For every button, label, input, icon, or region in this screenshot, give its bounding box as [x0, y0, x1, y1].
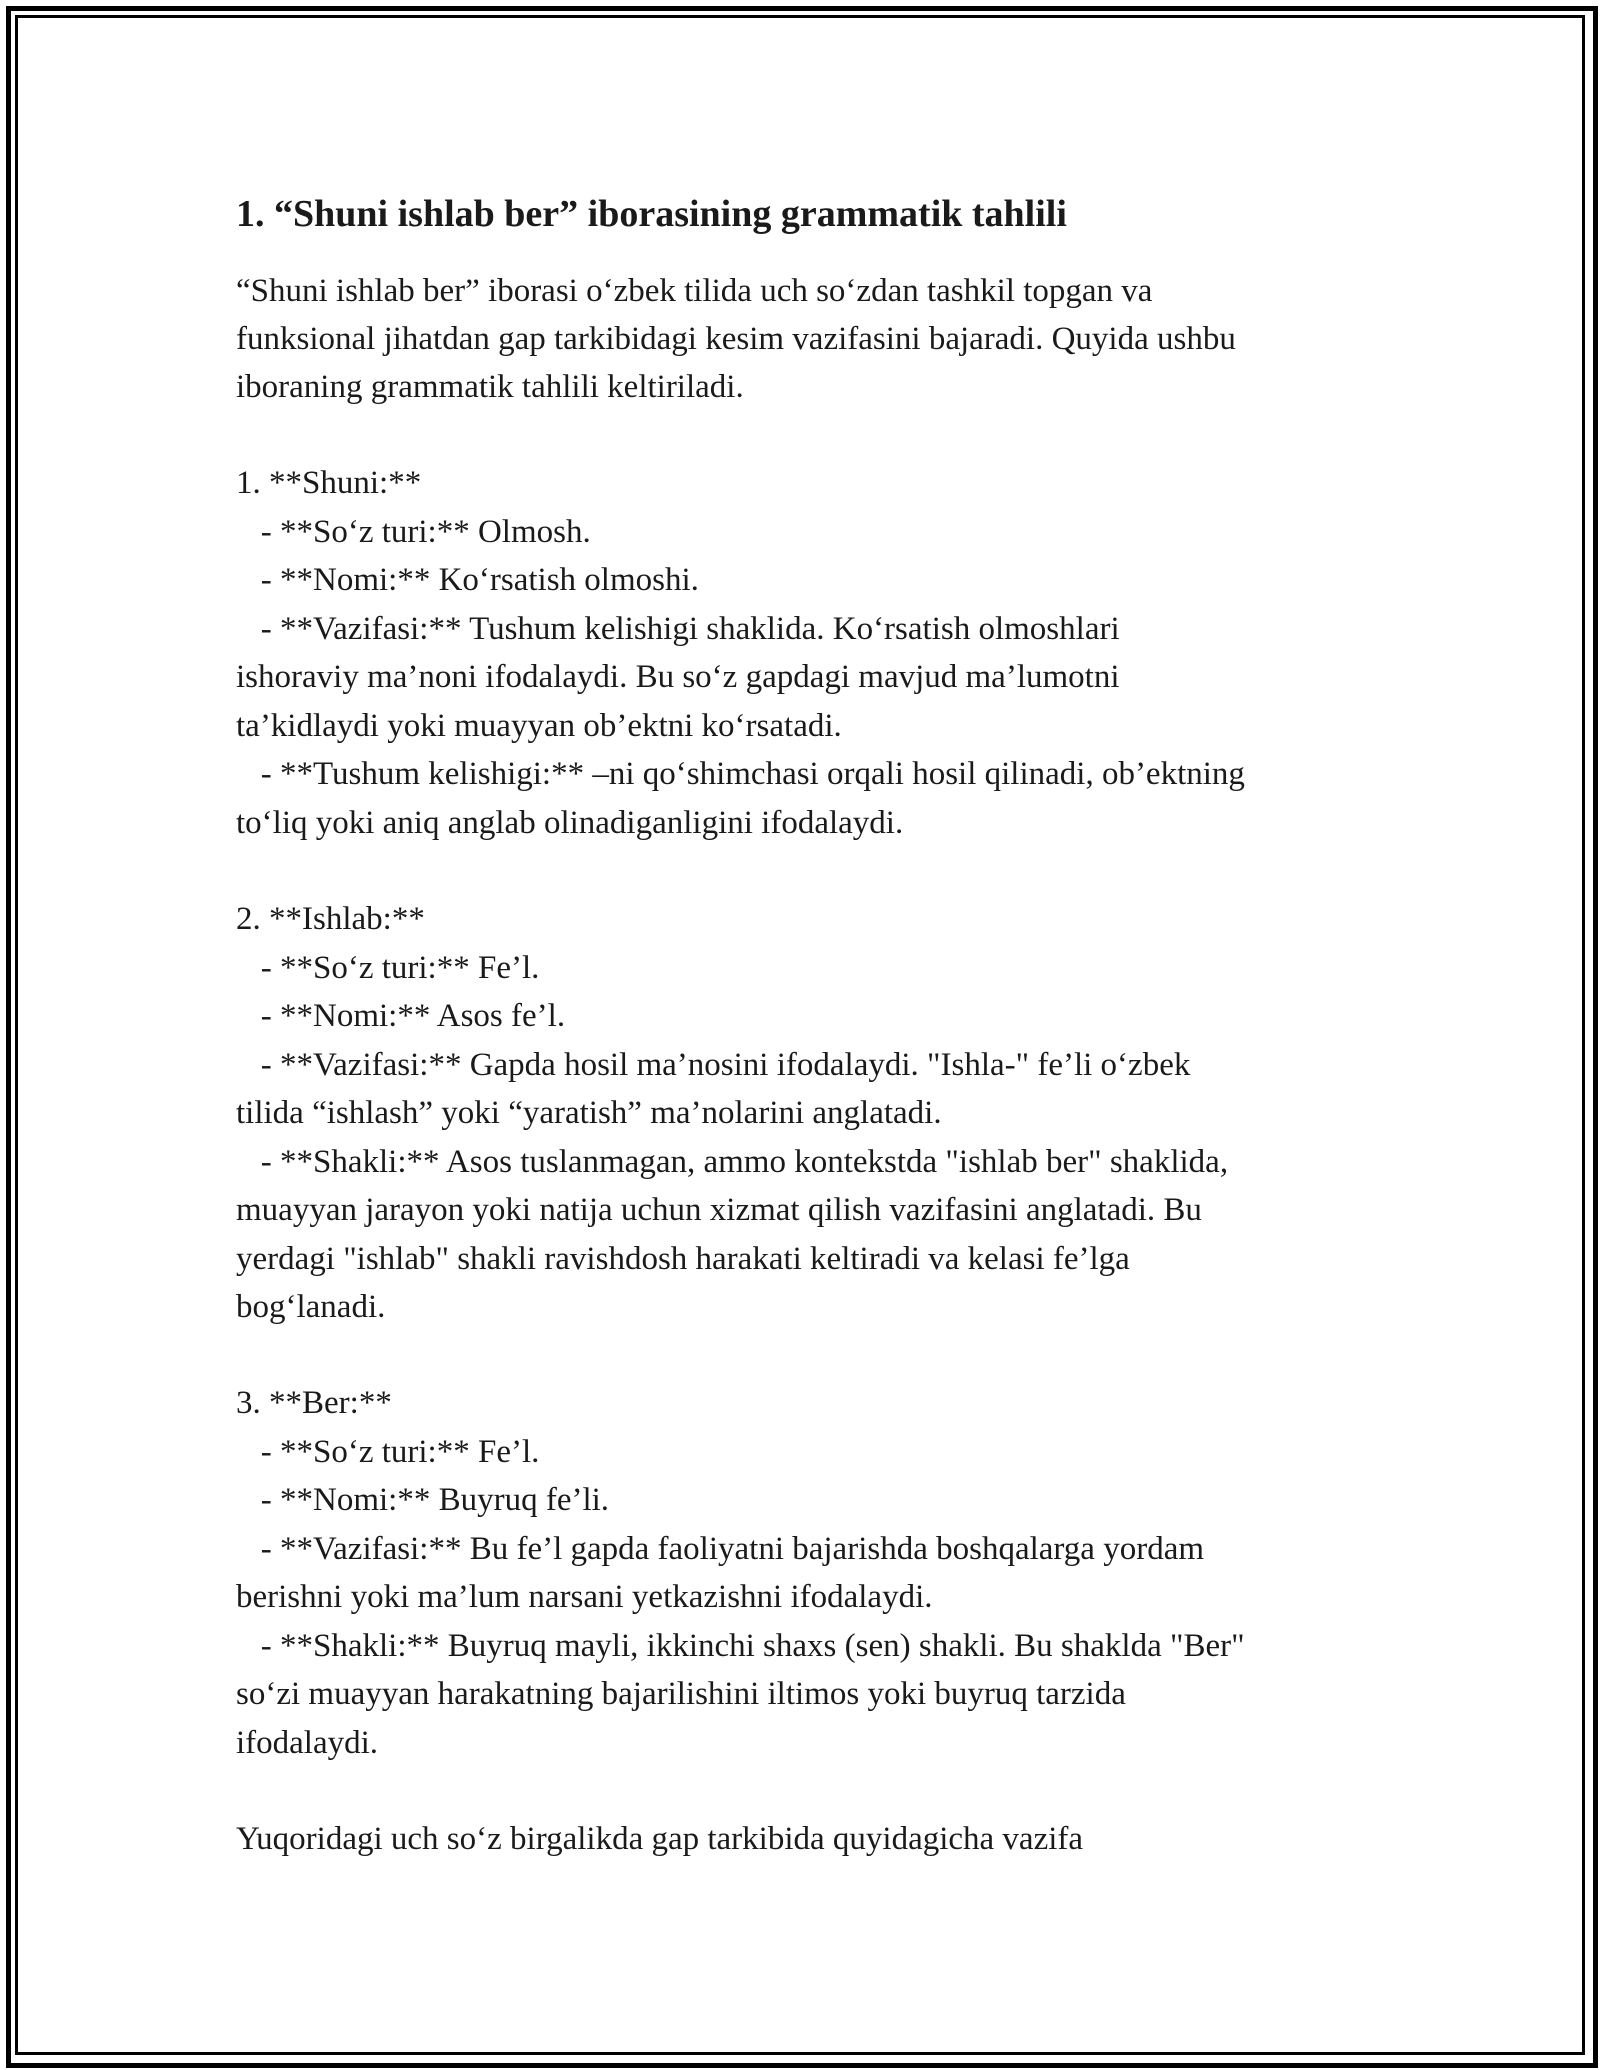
section-1-item-function-line-3: ta’kidlaydi yoki muayyan ob’ektni ko‘rsatadi.	[236, 708, 842, 744]
section-1-item-function-line-1: - **Vazifasi:** Tushum kelishigi shaklida. Ko‘rsatish olmoshlari	[236, 611, 1120, 647]
section-3-item-function-line-2: berishni yoki ma’lum narsani yetkazishni ifodalaydi.	[236, 1579, 933, 1615]
section-2-item-form-line-2: muayyan jarayon yoki natija uchun xizmat qilish vazifasini anglatadi. Bu	[236, 1192, 1202, 1228]
intro-line-3: iboraning grammatik tahlili keltiriladi.	[236, 369, 744, 405]
section-2-item-function-line-2: tilida “ishlash” yoki “yaratish” ma’nolarini anglatadi.	[236, 1095, 942, 1131]
document-title: 1. “Shuni ishlab ber” iborasining grammatik tahlili	[236, 193, 1067, 235]
section-1-item-function-line-2: ishoraviy ma’noni ifodalaydi. Bu so‘z gapdagi mavjud ma’lumotni	[236, 659, 1120, 695]
section-3-item-form-line-2: so‘zi muayyan harakatning bajarilishini iltimos yoki buyruq tarzida	[236, 1676, 1126, 1712]
section-1-item-name: - **Nomi:** Ko‘rsatish olmoshi.	[236, 562, 699, 598]
section-1-heading: 1. **Shuni:**	[236, 465, 422, 501]
section-2-item-form-line-3: yerdagi "ishlab" shakli ravishdosh harakati keltiradi va kelasi fe’lga	[236, 1241, 1130, 1277]
intro-line-2: funksional jihatdan gap tarkibidagi kesim vazifasini bajaradi. Quyida ushbu	[236, 321, 1236, 357]
section-3-item-word-type: - **So‘z turi:** Fe’l.	[236, 1434, 540, 1470]
section-3-item-name: - **Nomi:** Buyruq fe’li.	[236, 1482, 610, 1518]
section-2-item-form-line-4: bog‘lanadi.	[236, 1289, 386, 1325]
section-3-item-function-line-1: - **Vazifasi:** Bu fe’l gapda faoliyatni bajarishda boshqalarga yordam	[236, 1531, 1205, 1567]
section-3-heading: 3. **Ber:**	[236, 1385, 392, 1421]
section-1-item-case-line-1: - **Tushum kelishigi:** –ni qo‘shimchasi orqali hosil qilinadi, ob’ektning	[236, 756, 1245, 792]
section-2-item-word-type: - **So‘z turi:** Fe’l.	[236, 950, 540, 986]
section-1-item-case-line-2: to‘liq yoki aniq anglab olinadiganligini ifodalaydi.	[236, 805, 904, 841]
section-3-item-form-line-1: - **Shakli:** Buyruq mayli, ikkinchi shaxs (sen) shakli. Bu shaklda "Ber"	[236, 1628, 1245, 1664]
closing-line: Yuqoridagi uch so‘z birgalikda gap tarkibida quyidagicha vazifa	[236, 1821, 1084, 1857]
intro-line-1: “Shuni ishlab ber” iborasi o‘zbek tilida uch so‘zdan tashkil topgan va	[236, 273, 1153, 309]
section-2-item-function-line-1: - **Vazifasi:** Gapda hosil ma’nosini ifodalaydi. "Ishla-" fe’li o‘zbek	[236, 1047, 1191, 1083]
section-1-item-word-type: - **So‘z turi:** Olmosh.	[236, 514, 591, 550]
section-2-item-form-line-1: - **Shakli:** Asos tuslanmagan, ammo kontekstda "ishlab ber" shaklida,	[236, 1144, 1229, 1180]
section-3-item-form-line-3: ifodalaydi.	[236, 1725, 379, 1761]
section-2-item-name: - **Nomi:** Asos fe’l.	[236, 998, 566, 1034]
section-2-heading: 2. **Ishlab:**	[236, 901, 425, 937]
